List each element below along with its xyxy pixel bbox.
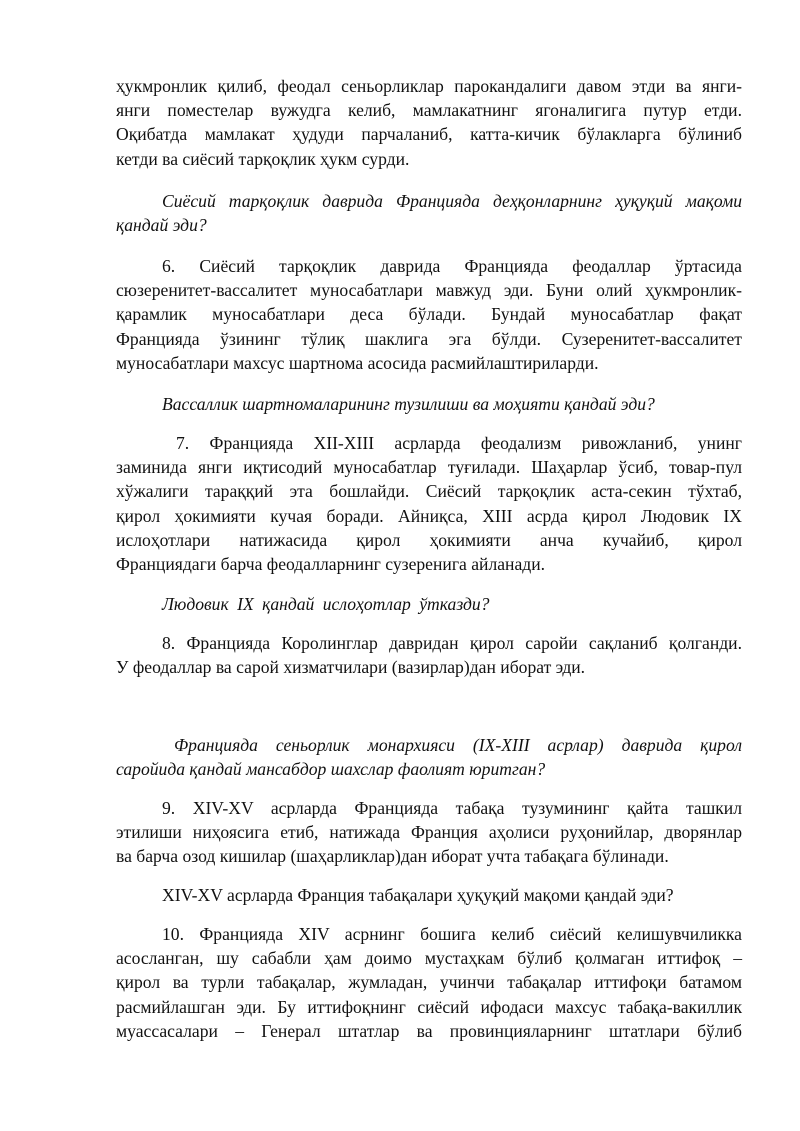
text-line: У феодаллар ва сарой хизматчилари (вазирлар)дан иборат эди. <box>116 657 586 678</box>
question-louis-reforms <box>116 592 742 616</box>
question-royal-court-officials <box>116 733 742 781</box>
text-line: ва барча озод кишилар (шаҳарликлар)дан иборат учта табақага бўлинади. <box>116 846 669 867</box>
text-line: Францияда сеньорлик монархияси (IX-XIII асрлар) даврида қирол <box>174 735 742 755</box>
question-vassal-contracts <box>116 392 742 416</box>
text-line: қарамлик муносабатлари деса бўлади. Бундай муносабатлар фақат <box>116 304 742 325</box>
paragraph-item-6 <box>116 254 742 375</box>
paragraph-continuation <box>116 74 742 171</box>
text-line: қирол ва турли табақалар, жумладан, учинчи табақалар иттифоқи батамом <box>116 972 742 993</box>
text-line: хўжалиги тараққий эта бошлайди. Сиёсий тарқоқлик аста-секин тўхтаб, <box>116 481 742 502</box>
text-line: сюзеренитет-вассалитет муносабатлари мавжуд эди. Буни олий ҳукмронлик- <box>116 280 742 301</box>
text-line: 6. Сиёсий тарқоқлик даврида Францияда феодаллар ўртасида <box>162 256 742 276</box>
text-line: Францияда ўзининг тўлиқ шаклига эга бўлди. Сузеренитет-вассалитет <box>116 328 742 349</box>
text-line: қирол ҳокимияти кучая боради. Айниқса, XIII асрда қирол Людовик IX <box>116 505 742 526</box>
text-line: қандай эди? <box>116 215 207 236</box>
text-line: Оқибатда мамлакат ҳудуди парчаланиб, катта-кичик бўлакларга бўлиниб <box>116 124 742 145</box>
paragraph-item-7 <box>116 431 742 576</box>
text-line: Франциядаги барча феодалларнинг сузеренига айланади. <box>116 553 546 574</box>
text-line: муносабатлари махсус шартнома асосида расмийлаштириларди. <box>116 352 599 373</box>
text-line: 9. XIV-XV асрларда Францияда табақа тузумининг қайта ташкил <box>162 798 742 818</box>
text-line: 10. Францияда XIV асрнинг бошига келиб сиёсий келишувчиликка <box>162 924 742 944</box>
text-line: 7. Францияда XII-XIII асрларда феодализм ривожланиб, унинг <box>176 433 742 453</box>
text-line: асосланган, шу сабабли ҳам доимо мустаҳкам бўлиб қолмаган иттифоқ – <box>116 948 742 969</box>
text-line: янги поместелар вужудга келиб, мамлакатнинг ягоналигига путур етди. <box>116 100 742 121</box>
question-peasants-status <box>116 189 742 237</box>
paragraph-item-9 <box>116 796 742 869</box>
text-line: саройида қандай мансабдор шахслар фаолият юритган? <box>116 759 546 780</box>
text-line: заминида янги иқтисодий муносабатлар туғилади. Шаҳарлар ўсиб, товар-пул <box>116 457 742 478</box>
text-line: расмийлашган эди. Бу иттифоқнинг сиёсий ифодаси махсус табақа-вакиллик <box>116 996 742 1017</box>
text-line: кетди ва сиёсий тарқоқлик ҳукм сурди. <box>116 148 410 169</box>
question-estates-status <box>116 883 742 907</box>
text-line: Сиёсий тарқоқлик даврида Францияда деҳқонларнинг ҳуқуқий мақоми <box>162 191 742 211</box>
text-line: ҳукмронлик қилиб, феодал сеньорликлар парокандалиги давом этди ва янги- <box>116 76 742 96</box>
text-line: XIV-XV асрларда Франция табақалари ҳуқуқий мақоми қандай эди? <box>162 885 674 905</box>
paragraph-item-10 <box>116 922 742 1043</box>
text-line: ислоҳотлари натижасида қирол ҳокимияти анча кучайиб, қирол <box>116 529 742 550</box>
text-line: Людовик IX қандай ислоҳотлар ўтказди? <box>162 594 490 614</box>
text-line: муассасалари – Генерал штатлар ва провинцияларнинг штатлари бўлиб <box>116 1020 742 1041</box>
text-line: этилиши ниҳоясига етиб, натижада Франция аҳолиси руҳонийлар, дворянлар <box>116 822 742 843</box>
text-line: 8. Францияда Королинглар давридан қирол саройи сақланиб қолганди. <box>162 633 742 653</box>
paragraph-item-8 <box>116 631 742 679</box>
text-line: Вассаллик шартномаларининг тузилиши ва моҳияти қандай эди? <box>162 394 655 414</box>
